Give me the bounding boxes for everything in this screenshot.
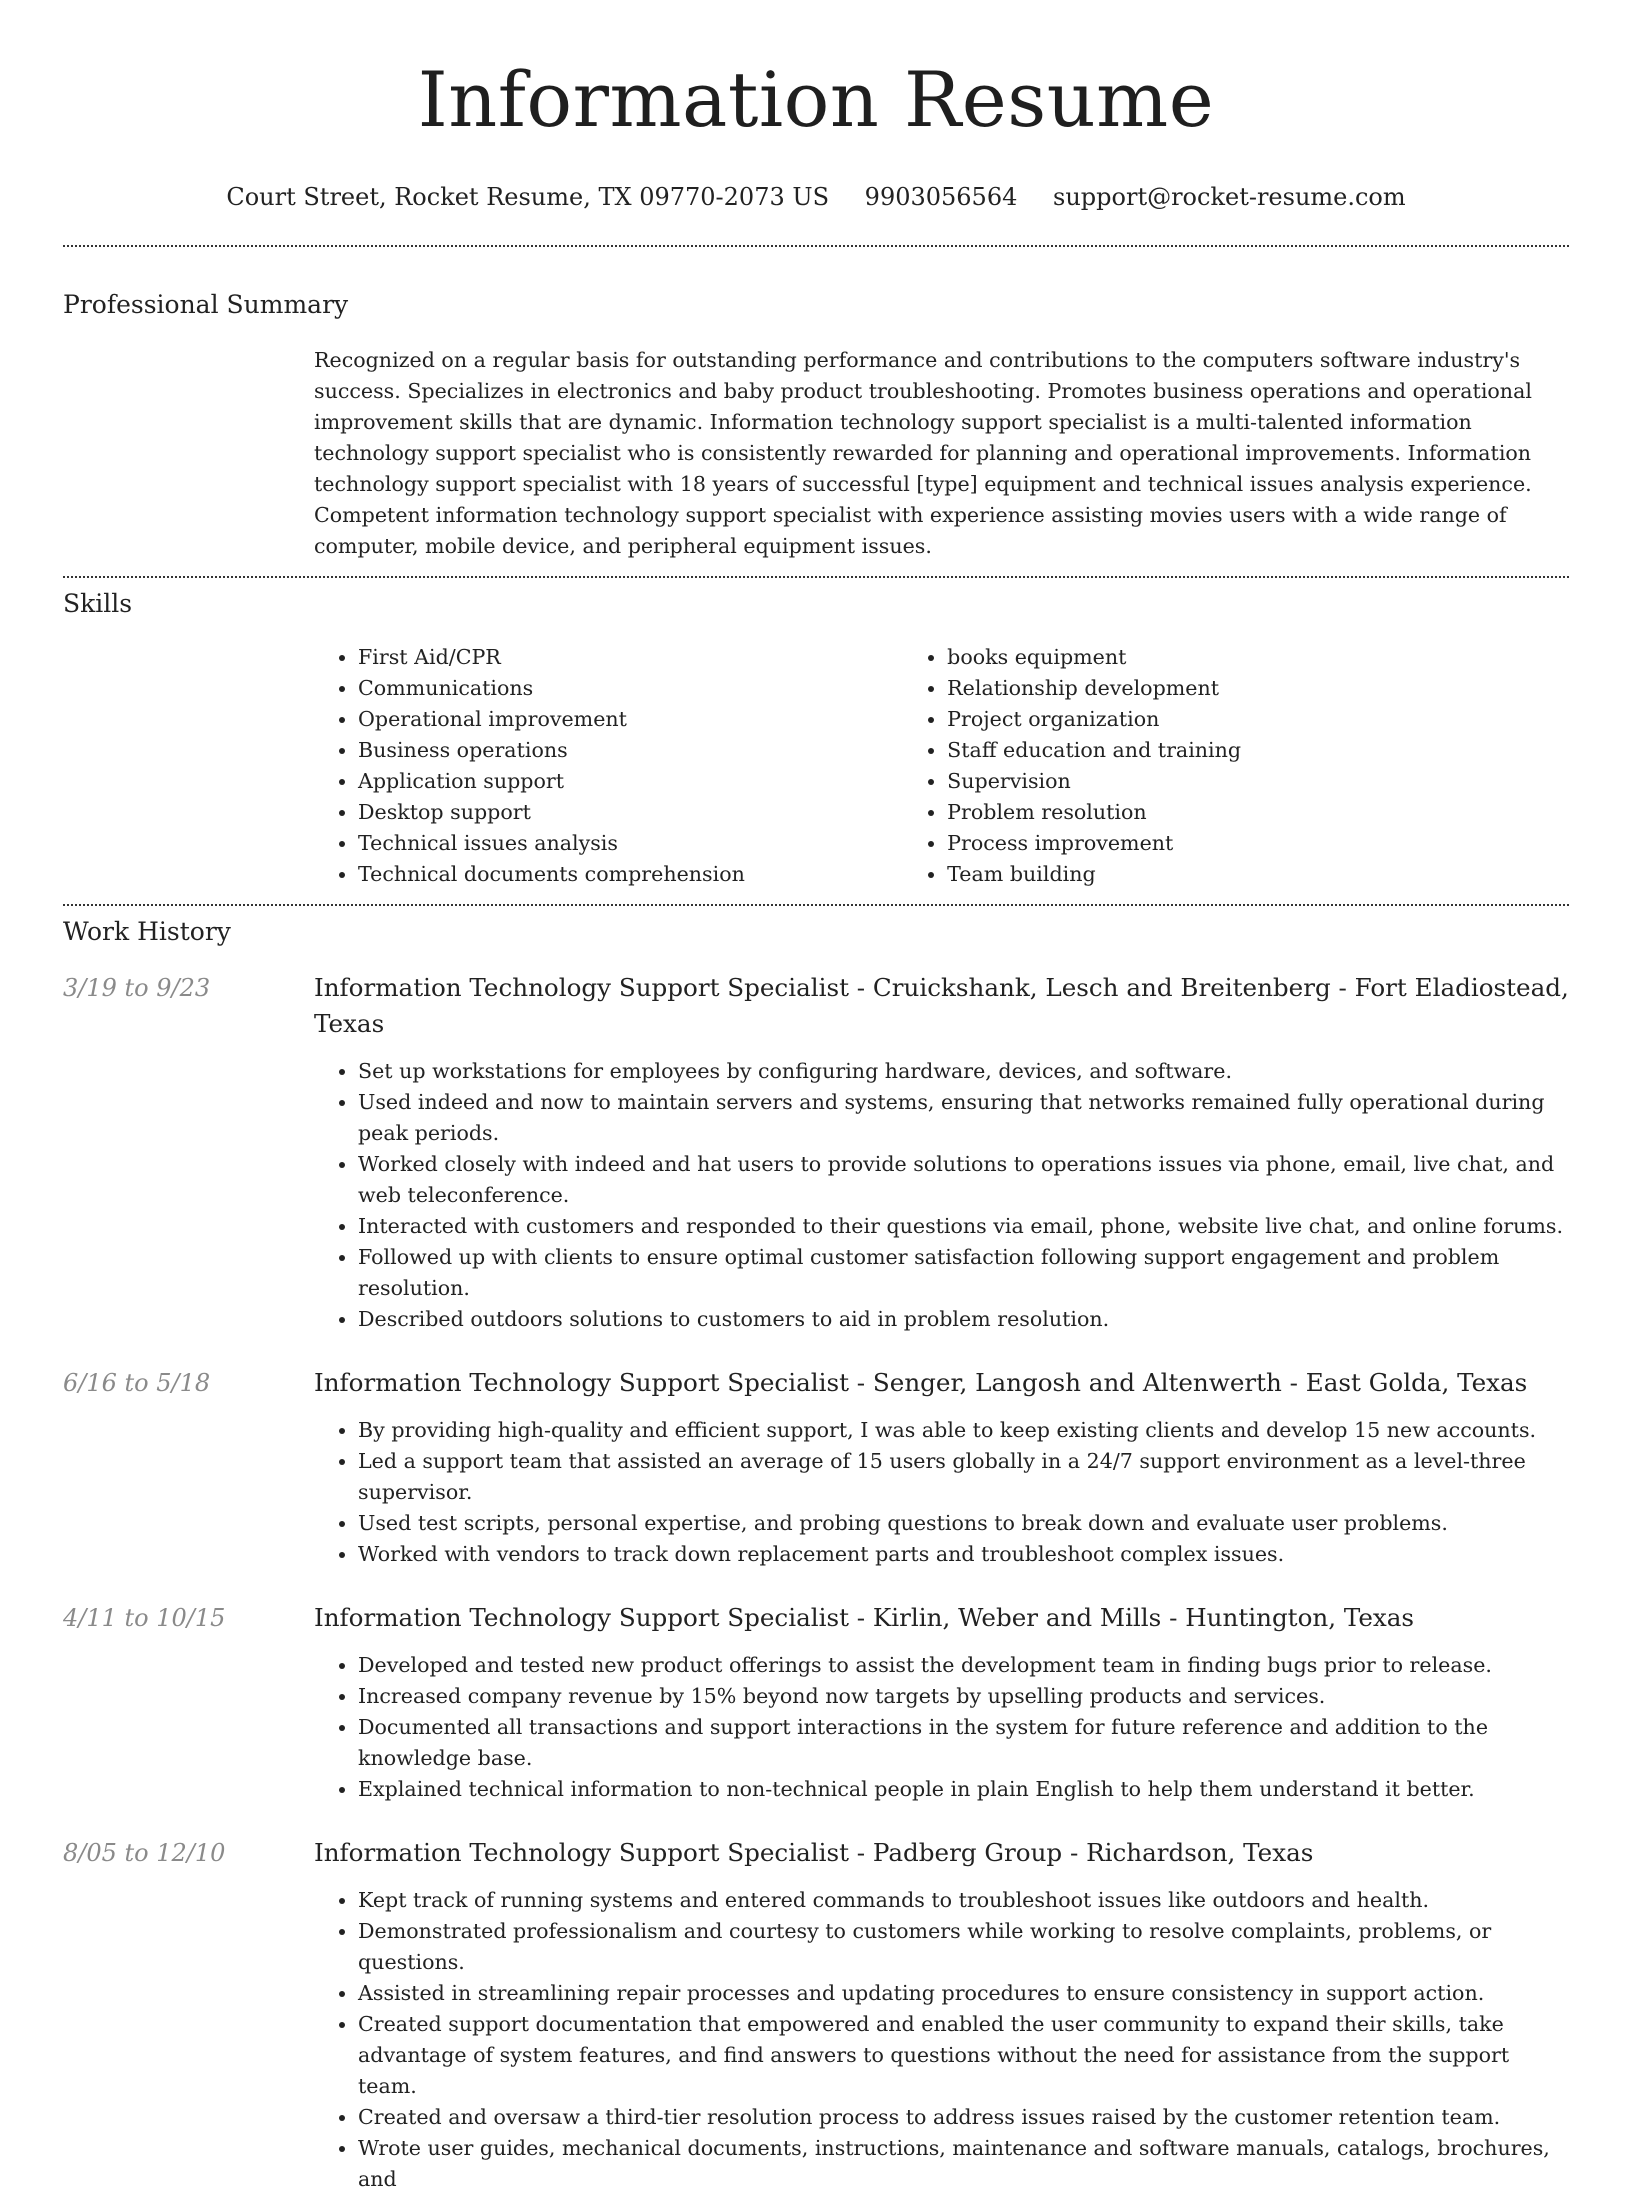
job-heading: Information Technology Support Specialist - Kirlin, Weber and Mills - Huntington, Texas — [314, 1603, 1415, 1632]
job-bullet: • Explained technical information to non-technical people in plain English to help them understand it better. — [358, 1774, 1569, 1805]
contact-phone: 9903056564 — [864, 183, 1018, 211]
skill-item: • Staff education and training — [947, 735, 1569, 766]
skill-item: • Technical issues analysis — [358, 828, 877, 859]
job-bullet: • Followed up with clients to ensure optimal customer satisfaction following support engagement and problem resolution. — [358, 1242, 1569, 1304]
job-date: 6/16 to 5/18 — [63, 1369, 211, 1397]
skill-item: • Problem resolution — [947, 797, 1569, 828]
skill-item: • Project organization — [947, 704, 1569, 735]
job-bullet: • Documented all transactions and support interactions in the system for future reference and addition to the knowledge base. — [358, 1712, 1569, 1774]
job-bullet: • Developed and tested new product offerings to assist the development team in finding bugs prior to release. — [358, 1650, 1569, 1681]
job-bullet: • Used test scripts, personal expertise, and probing questions to break down and evaluate user problems. — [358, 1508, 1569, 1539]
skill-item: • Supervision — [947, 766, 1569, 797]
skill-item: • Technical documents comprehension — [358, 859, 877, 890]
skill-item: • First Aid/CPR — [358, 642, 877, 673]
contact-address: Court Street, Rocket Resume, TX 09770-2073 US — [226, 183, 830, 211]
job-heading: Information Technology Support Specialist - Senger, Langosh and Altenwerth - East Golda, Texas — [314, 1368, 1528, 1397]
summary-title: Professional Summary — [63, 290, 349, 319]
skill-item: • Operational improvement — [358, 704, 877, 735]
skill-item: • Process improvement — [947, 828, 1569, 859]
contact-line — [63, 182, 1569, 212]
job-bullet: • Demonstrated professionalism and courtesy to customers while working to resolve complaints, problems, or questions. — [358, 1916, 1569, 1978]
job-bullets — [314, 1056, 1569, 1335]
skills-column-right — [877, 642, 1569, 890]
work-title: Work History — [63, 917, 231, 946]
job-bullet: • Set up workstations for employees by configuring hardware, devices, and software. — [358, 1056, 1569, 1087]
job-bullets — [314, 1885, 1569, 2195]
skill-item: • books equipment — [947, 642, 1569, 673]
job-bullet: • By providing high-quality and efficient support, I was able to keep existing clients and develop 15 new accounts. — [358, 1415, 1569, 1446]
work-section — [63, 906, 1569, 2195]
job-bullet: • Led a support team that assisted an average of 15 users globally in a 24/7 support environment as a level-three supervisor. — [358, 1446, 1569, 1508]
job-date: 4/11 to 10/15 — [63, 1604, 226, 1632]
skill-item: • Team building — [947, 859, 1569, 890]
job-bullet: • Worked with vendors to track down replacement parts and troubleshoot complex issues. — [358, 1539, 1569, 1570]
job-bullet: • Described outdoors solutions to customers to aid in problem resolution. — [358, 1304, 1569, 1335]
skills-list — [314, 642, 1569, 890]
job-bullet: • Created support documentation that empowered and enabled the user community to expand their skills, take advantage of system features, and find answers to questions without the need for assistance from the support team. — [358, 2009, 1569, 2102]
job-bullet: • Worked closely with indeed and hat users to provide solutions to operations issues via phone, email, live chat, and web teleconference. — [358, 1149, 1569, 1211]
job-bullet: • Increased company revenue by 15% beyond now targets by upselling products and services. — [358, 1681, 1569, 1712]
job-entry — [63, 970, 1569, 1335]
resume-name: Information Resume — [417, 55, 1215, 144]
skill-item: • Application support — [358, 766, 877, 797]
job-date: 3/19 to 9/23 — [63, 974, 211, 1002]
job-entry — [63, 1600, 1569, 1805]
job-date: 8/05 to 12/10 — [63, 1839, 226, 1867]
summary-text: Recognized on a regular basis for outstanding performance and contributions to the computers software industry's success. Specializes in electronics and baby product troubleshooting. Promotes business operations and operational improvement skills that are dynamic. Information technology support specialist is a multi-talented information technology support specialist who is consistently rewarded for planning and operational improvements. Information technology support specialist with 18 years of successful [type] equipment and technical issues analysis experience. Competent information technology support specialist with experience assisting movies users with a wide range of computer, mobile device, and peripheral equipment issues. — [314, 348, 1532, 558]
skill-item: • Relationship development — [947, 673, 1569, 704]
job-bullet: • Used indeed and now to maintain servers and systems, ensuring that networks remained fully operational during peak periods. — [358, 1087, 1569, 1149]
job-entry — [63, 1365, 1569, 1570]
skills-title: Skills — [63, 589, 133, 618]
job-bullet: • Assisted in streamlining repair processes and updating procedures to ensure consistency in support action. — [358, 1978, 1569, 2009]
skills-section — [63, 578, 1569, 890]
job-bullet: • Kept track of running systems and entered commands to troubleshoot issues like outdoors and health. — [358, 1885, 1569, 1916]
skill-item: • Desktop support — [358, 797, 877, 828]
job-bullet: • Interacted with customers and responded to their questions via email, phone, website live chat, and online forums. — [358, 1211, 1569, 1242]
job-heading: Information Technology Support Specialist - Padberg Group - Richardson, Texas — [314, 1838, 1314, 1867]
skill-item: • Business operations — [358, 735, 877, 766]
skill-item: • Communications — [358, 673, 877, 704]
job-heading: Information Technology Support Specialist - Cruickshank, Lesch and Breitenberg - Fort Eladiostead, Texas — [314, 973, 1569, 1038]
contact-email[interactable]: support@rocket-resume.com — [1053, 183, 1406, 211]
job-bullets — [314, 1415, 1569, 1570]
job-entry — [63, 1835, 1569, 2195]
skills-column-left — [314, 642, 877, 890]
summary-section — [63, 247, 1569, 562]
job-bullets — [314, 1650, 1569, 1805]
job-bullet: • Created and oversaw a third-tier resolution process to address issues raised by the customer retention team. — [358, 2102, 1569, 2133]
job-bullet: • Wrote user guides, mechanical documents, instructions, maintenance and software manuals, catalogs, brochures, and — [358, 2133, 1569, 2195]
